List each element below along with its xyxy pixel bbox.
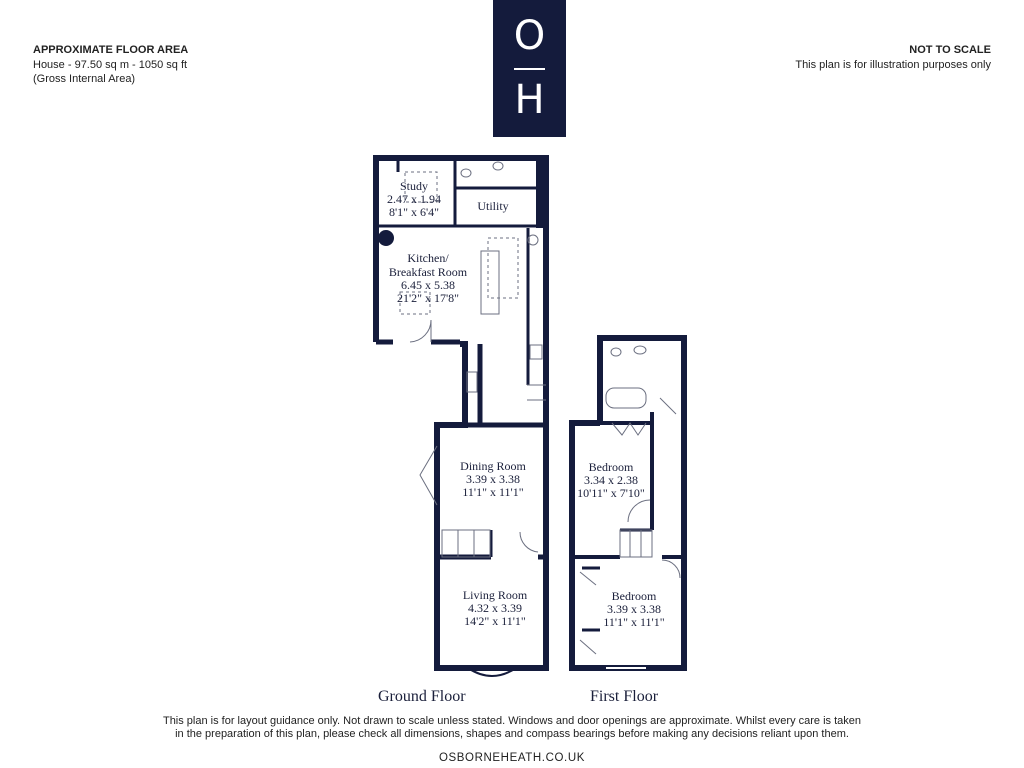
kitchen-name-line1: Kitchen/	[407, 251, 449, 265]
first-floor-plan	[572, 338, 684, 668]
hob-icon	[530, 345, 542, 359]
first-floor-label: First Floor	[590, 688, 659, 705]
basin-icon	[493, 162, 503, 170]
area-note: (Gross Internal Area)	[33, 73, 136, 85]
bath-icon	[606, 388, 646, 408]
basin-icon-first	[634, 346, 646, 354]
scale-title: NOT TO SCALE	[909, 44, 991, 56]
ground-stairs-icon	[442, 530, 490, 557]
living-metric: 4.32 x 3.39	[468, 601, 522, 615]
cupboard-door-1	[580, 572, 596, 585]
ground-floor-plan	[376, 158, 546, 676]
kitchen-imperial: 21'2" x 17'8"	[396, 291, 460, 305]
ground-floor-label: Ground Floor	[378, 688, 466, 705]
dining-imperial: 11'1" x 11'1"	[462, 485, 524, 499]
area-title: APPROXIMATE FLOOR AREA	[33, 44, 189, 56]
bathroom-door-swing	[660, 398, 676, 414]
bedroom-door-swing	[628, 500, 650, 522]
study-imperial: 8'1" x 6'4"	[388, 205, 440, 219]
scale-note: This plan is for illustration purposes only	[795, 58, 991, 71]
toilet-icon-first	[611, 348, 621, 356]
cupboard-door-2	[580, 640, 596, 654]
boiler-icon	[378, 230, 394, 246]
disclaimer	[0, 715, 1024, 741]
study-name: Study	[399, 179, 429, 193]
living-imperial: 14'2" x 11'1"	[464, 614, 526, 628]
first-stairs-icon	[620, 530, 652, 557]
utility-name: Utility	[477, 199, 509, 213]
bedroom-small-imperial: 10'11" x 7'10"	[577, 486, 645, 500]
website-link[interactable]: OSBORNEHEATH.CO.UK	[438, 752, 586, 764]
disclaimer-line-2: in the preparation of this plan, please check all dimensions, shapes and compass bearings before making any decisions reliant upon them.	[175, 728, 849, 740]
sink-drainer-icon	[467, 372, 477, 392]
logo-letter-bottom: H	[514, 77, 545, 123]
area-value: House - 97.50 sq m - 1050 sq ft	[33, 58, 188, 71]
toilet-icon	[461, 169, 471, 177]
bedroom-large-imperial: 11'1" x 11'1"	[603, 615, 665, 629]
study-metric: 2.47 x 1.94	[387, 192, 441, 206]
large-bedroom-door	[662, 560, 680, 578]
logo-letter-top: O	[513, 13, 546, 59]
living-name: Living Room	[462, 588, 528, 602]
ground-floor-room-labels	[387, 179, 528, 628]
bedroom-large-metric: 3.39 x 3.38	[607, 602, 661, 616]
dining-name: Dining Room	[460, 459, 526, 473]
dining-door-swing	[520, 532, 538, 552]
kitchen-door-swing	[410, 320, 431, 342]
bedroom-large-name: Bedroom	[611, 589, 657, 603]
dining-table-icon	[488, 238, 518, 298]
outer-wall-band	[536, 158, 546, 228]
kitchen-island-icon	[481, 251, 499, 314]
kitchen-name-line2: Breakfast Room	[388, 265, 468, 279]
kitchen-metric: 6.45 x 5.38	[401, 278, 455, 292]
bedroom-small-name: Bedroom	[588, 460, 634, 474]
disclaimer-line-1: This plan is for layout guidance only. Not drawn to scale unless stated. Windows and door openings are approximate. Whilst every care is taken	[162, 715, 862, 727]
dining-metric: 3.39 x 3.38	[466, 472, 520, 486]
bedroom-small-metric: 3.34 x 2.38	[584, 473, 638, 487]
